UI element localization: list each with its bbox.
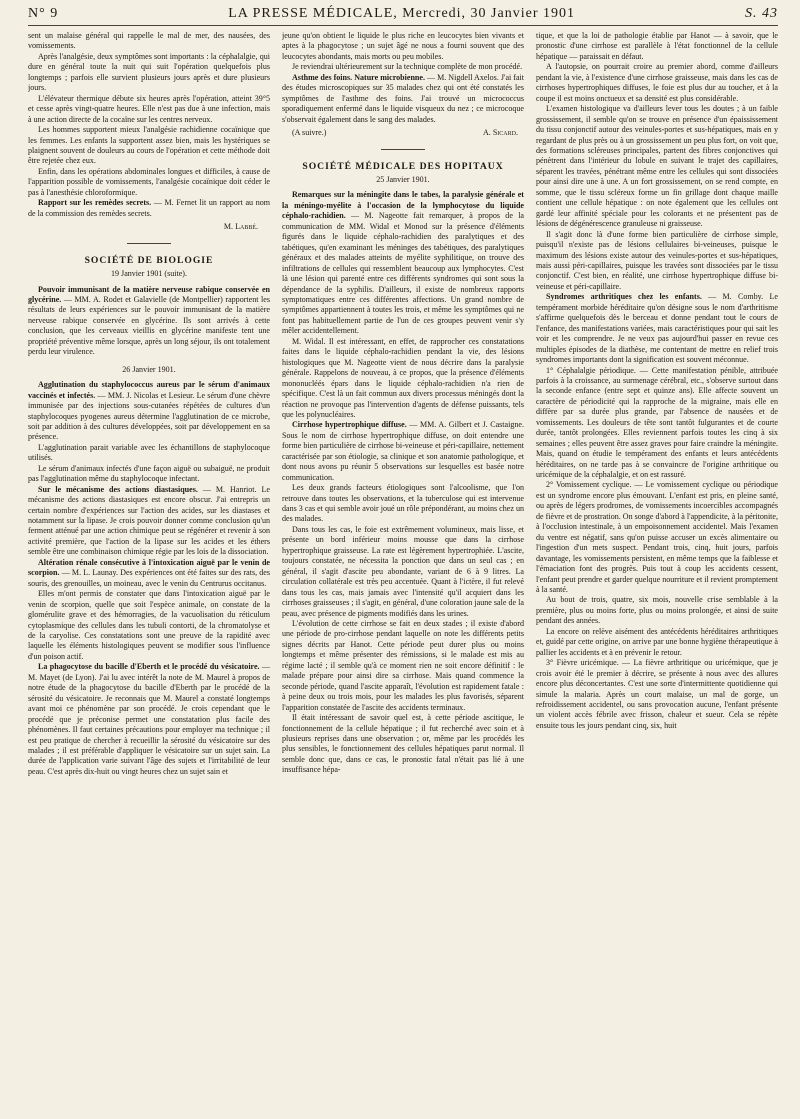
report-title: Remarques sur la méningite dans le tabes, la paralysie générale et la méningo-myélite à l'occasion de la lymphocytose du liquide céphalo-rachidien. — [282, 190, 524, 221]
paragraph: L'examen histologique va d'ailleurs lever tous les doutes ; à un faible grossissement, il semble qu'on se trouve en présence d'un épaississement du tissu conjonctif autour des veinules-portes et sus-hépatiques, mais en y regardant de plus près ou à un grossissement un peu plus fort, on voit que, des formations scléreuses principales, partent des fibres conjonctives qui pénètrent dans l'intérieur du lobule en suivant le trajet des capillaires, séparent les travées, pénétrant même entre les cellules qui sont dissociées pour ainsi dire une à une. A un fort grossissement, on se rend compte, en somme, que le tissu scléreux forme un fin grillage dont chaque maille contient une cellule hépatique : on note également que les cellules ont gardé leur affinité spéciale pour les colorants et ne présentent pas de lésions de dégénérescence granuleuse ni graisseuse. — [536, 104, 778, 229]
column-3 — [536, 31, 778, 1119]
paragraph: L'élévateur thermique débute six heures après l'opération, atteint 39°5 et cesse après vingt-quatre heures. Elle n'est pas due à une infection, mais à une action directe de la cocaïne sur les centres nerveux. — [28, 93, 270, 124]
paragraph: A l'autopsie, on pourrait croire au premier abord, comme d'ailleurs pendant la vie, à l'existence d'une cirrhose graisseuse, mais dans les cas de cirrhoses hypertrophiques diffuses, le foie est plus dur au toucher, et à la coupe il est moins onctueux et sa densité est plus considérable. — [536, 62, 778, 103]
paragraph: tique, et que la loi de pathologie établie par Hanot — à savoir, que le pronostic d'une cirrhose est parallèle à l'état fonctionnel de la cellule hépatique — paraissait en défaut. — [536, 31, 778, 61]
report-body: — MM. A. Gilbert et J. Castaigne. Sous le nom de cirrhose hypertrophique diffuse, on doit entendre une forme bien particulière de cirrhose bi-veineuse et péri-capillaire, nettement caractérisée par son étiologie, sa clinique et son anatomie pathologique, et dont nous avons pu réunir 5 observations sur lesquelles est basée notre communication. — [282, 420, 524, 482]
report-paragraph — [282, 420, 524, 483]
report-paragraph — [536, 292, 778, 365]
paragraph: L'agglutination parait variable avec les échantillons de staphylocoque utilisés. — [28, 442, 270, 463]
section-date: 25 Janvier 1901. — [376, 174, 430, 184]
signature: M. Labbé. — [223, 222, 258, 232]
report-title: Pouvoir immunisant de la matière nerveuse rabique conservée en glycérine. — [28, 284, 270, 304]
report-paragraph — [282, 190, 524, 336]
report-title: Asthme des foins. Nature microbienne. — [292, 72, 425, 82]
paragraph: Après l'analgésie, deux symptômes sont importants : la céphalalgie, qui dure en général toute la nuit qui suit l'opération quelquefois plus longtemps ; parfois elle survient plusieurs jours après et dure plusieurs jours. — [28, 51, 270, 93]
text-columns — [28, 31, 778, 1119]
report-paragraph — [282, 73, 524, 125]
issue-date: Mercredi, 30 Janvier 1901 — [402, 6, 575, 21]
journal-title: LA PRESSE MÉDICALE, — [228, 6, 398, 21]
report-body: — M. Nigdell Axelos. J'ai fait des études microscopiques sur 35 malades chez qui ont été constatés les symptômes de l'asthme des foins. J'ai trouvé un micrococcus sporadiquement enfermé dans le liquide visqueux du nez ; ce microcoque s'observait également dans le sang des malades. — [282, 72, 524, 124]
report-paragraph — [28, 485, 270, 558]
paragraph: Au bout de trois, quatre, six mois, nouvelle crise semblable à la première, plus ou moins forte, plus ou moins prolongée, et ainsi de suite pendant des années. — [536, 595, 778, 626]
report-body: — MM. A. Rodet et Galavielle (de Montpellier) rapportent les résultats de leurs expériences sur le pouvoir immunisant de la matière nerveuse rabique conservée en glycérine. Ils sont arrivés à cette conclusion, que les cerveaux vieillis en glycérine manifeste tent une propriété préventive même lorsque, après un long séjour, ils ont totalement perdu leur virulence. — [28, 294, 270, 357]
paragraph: sent un malaise général qui rappelle le mal de mer, des nausées, des vomissements. — [28, 31, 270, 51]
report-title: Sur le mécanisme des actions diastasiques. — [38, 484, 198, 494]
paragraph: Les hommes supportent mieux l'analgésie rachidienne cocaïnique que les femmes. Les enfants la supportent assez bien, mais les hystériques se plaignent souvent de douleurs au cours de l'opération et cette méthode doit être rejetée chez eux. — [28, 125, 270, 166]
paragraph: Les deux grands facteurs étiologiques sont l'alcoolisme, que l'on retrouve dans toutes les observations, et la tuberculose qui est intervenue dans 3 cas et qui semble avoir joué un rôle prépondérant, au moins chez un des malades. — [282, 483, 524, 524]
paragraph: L'évolution de cette cirrhose se fait en deux stades ; il existe d'abord une période de pro-cirrhose pendant laquelle on note les différents petits signes décrits par Hanot. Cette période peut durer plus ou moins longtemps et même présenter des rémissions, si le malade est mis au régime lacté ; il semble qu'à ce moment rien ne soit encore définitif : le malade prépare pour ainsi dire sa cirrhose. Mais quand commence la seconde période, quand l'ascite apparaît, l'évolution est rapidement fatale : à peine deux ou trois mois, pour les malades les plus favorisés, séparent l'apparition constatée de l'ascite des accidents terminaux. — [282, 619, 524, 712]
paragraph: M. Widal. Il est intéressant, en effet, de rapprocher ces constatations faites dans le liquide céphalo-rachidien pendant la vie, des lésions histologiques que M. Nageotte vient de nous décrire dans la paralysie générale. Rappelons de nouveau, à ce propos, que la présence d'éléments mononucléés épars dans le liquide céphalo-rachidien n'a rien de spécifique. C'est là un fait commun aux divers processus méningés dont la réaction ne provoque pas l'intervention d'agents de défense puissants, tels que les polynucléaires. — [282, 336, 524, 419]
paragraph: 2° Vomissement cyclique. — Le vomissement cyclique ou périodique est un syndrome encore plus émouvant. L'enfant est pris, en pleine santé, ou après de légers prodromes, de vomissements incoercibles accompagnés de fièvre et de prostration. On songe d'abord à l'appendicite, à la péritonite, à l'occlusion intestinale, à un empoisonnement accidentel. Mais l'examen du ventre est négatif, sans qu'on puisse accuser un excès alimentaire ou l'ingestion d'un mets suspect. Pendant trois, cinq, huit jours, parfois davantage, les vomissements persistent, en même temps que la faiblesse et l'émaciation font des progrès. Puis tout à coup les accidents cessent, l'enfant peut prendre et garder quelque nourriture et il revient promptement à la santé. — [536, 480, 778, 595]
session-date: 26 Janvier 1901. — [122, 364, 176, 374]
issue-number: N° 9 — [28, 6, 59, 21]
report-title: Agglutination du staphylococcus aureus par le sérum d'animaux vaccinés et infectés. — [28, 380, 270, 400]
paragraph: Dans tous les cas, le foie est extrêmement volumineux, mais lisse, et présente un bord inférieur moins mousse que dans la cirrhose hypertrophique graisseuse. La rate est légèrement hypertrophiée. L'ascite, toujours constatée, ne nécessita la ponction que dans un seul cas ; en général, il s'agit d'ascite peu abondante, variant de 6 à 9 litres. La circulation collatérale est très peu accentuée. Quant à l'ictère, il fut relevé dans tous les cas, mais jamais avec l'intensité qu'il acquiert dans les cirrhoses graisseuses ; il s'agit, en général, d'une coloration jaune sale de la peau, avec présence de pigments modifiés dans les urines. — [282, 524, 524, 618]
report-paragraph — [28, 558, 270, 589]
section-date: 19 Janvier 1901 (suite). — [111, 269, 187, 279]
paragraph: Il était intéressant de savoir quel est, à cette période ascitique, le fonctionnement de la cellule hépatique ; il fut recherché avec soin et à plusieurs reprises dans une observation ; or, même par les procédés les plus sensibles, le fonctionnement des cellules hépatiques parut normal. Il semble donc que, dans ce cas, le pronostic fatal n'était pas lié à une insuffisance hépa- — [282, 713, 524, 775]
paragraph: Je reviendrai ultérieurement sur la technique complète de mon procédé. — [292, 62, 523, 72]
page-number: S. 43 — [745, 6, 778, 21]
column-1 — [28, 31, 270, 1119]
report-body: — M. Hanriot. Le mécanisme des actions diastasiques est encore obscur. J'ai entrepris un certain nombre d'expériences sur l'action des acides, sur les diastases et notamment sur la lipase. Je crois pouvoir donner comme conclusion qu'un ferment atténué par une action chimique peut se régénérer et revenir à son activité première, que l'action de la lipase sur les acides et les éthers semble être une combinaison chimique régie par les lois de la dissociation. — [28, 484, 270, 557]
report-title: Rapport sur les remèdes secrets. — [38, 198, 152, 208]
paragraph: jeune qu'on obtient le liquide le plus riche en leucocytes bien vivants et aptes à la phagocytose ; un sujet âgé ne nous a fourni souvent que des leucocytes abondants, mais morts ou peu mobiles. — [282, 31, 524, 61]
paragraph: Le sérum d'animaux infectés d'une façon aiguë ou subaiguë, ne produit pas l'agglutination même du staphylocoque infectant. — [28, 463, 270, 484]
to-be-continued-note: (A suivre.) — [292, 128, 327, 138]
report-body: — M. Fernet lit un rapport au nom de la commission des remèdes secrets. — [28, 198, 270, 218]
section-heading: SOCIÉTÉ MÉDICALE DES HOPITAUX — [302, 160, 504, 172]
paragraph: 3° Fièvre uricémique. — La fièvre arthritique ou uricémique, que je crois avoir été le premier à décrire, se présente à nous avec des allures encore plus déconcertantes. C'est une sorte d'intermittente quotidienne qui simule la malaria. Après un court malaise, un mal de gorge, un refroidissement accidentel, ou sans provocation aucune, l'enfant présente un violent accès fébrile avec frisson, chaleur et sueur. Cela se répète ensuite tous les jours pendant cinq, six, huit — [536, 658, 778, 730]
section-heading: SOCIÉTÉ DE BIOLOGIE — [84, 254, 214, 266]
page-header — [28, 6, 778, 26]
paragraph: Elles m'ont permis de constater que dans l'intoxication aiguë par le venin de scorpion, quelle que soit l'espèce animale, on constate de la glomérulite grave et des hémorragies, de la vacuolisation du réticulum cytoplasmique des cellules dans les tubuli contorti, de la chromatolyse et de la caryolise. Ces constatations sont une preuve de la rapidité avec laquelle les éléments histologiques peuvent se modifier sous l'influence d'un poison actif. — [28, 589, 270, 661]
paragraph: Enfin, dans les opérations abdominales longues et difficiles, à cause de l'apparition possible de vomissements, l'analgésie cocaïnique doit céder le pas à l'anesthésie chloroformique. — [28, 166, 270, 197]
paragraph: 1° Céphalalgie périodique. — Cette manifestation pénible, attribuée parfois à la croissance, au surmenage cérébral, etc., s'observe surtout dans la seconde enfance (entre sept et quinze ans). Elle affecte souvent un caractère de périodicité qui la rapproche de la migraine, mais elle en diffère par sa durée plus grande, par l'absence de nausées et de vomissements. Les douleurs de tête sont tantôt fulgurantes et de courte durée, tantôt prolongées. Elles reviennent parfois toutes les cinq à six semaines ; elles peuvent être assez graves pour faire craindre la méningite. Mais, quand on étudie le tempérament des enfants et leurs antécédents héréditaires, on ne tarde pas à se convaincre de l'origine arthritique ou uricémique de la céphalalgie, et on est rassuré. — [536, 365, 778, 480]
signature: A. Sicard. — [483, 128, 518, 138]
report-title: La phagocytose du bacille d'Eberth et le procédé du vésicatoire. — [38, 662, 260, 672]
paragraph: Il s'agit donc là d'une forme bien particulière de cirrhose simple, puisqu'il n'existe pas de lésions cellulaires bi-veineuses, puisque le maximum des lésions existe autour des veinules-portes et sus-hépatiques, mais aussi péri-capillaires, puisque les travées sont dissociées par le tissu conjonctif. C'est bien, en réalité, une cirrhose hypertrophique diffuse bi-veineuse et péri-capillaire. — [536, 229, 778, 291]
report-title: Cirrhose hypertrophique diffuse. — [292, 420, 407, 430]
journal-title-and-date — [228, 6, 575, 22]
signature-line — [292, 128, 518, 138]
report-title: Altération rénale consécutive à l'intoxication aiguë par le venin de scorpion. — [28, 557, 270, 578]
report-body: — MM. J. Nicolas et Lesieur. Le sérum d'une chèvre immunisée par des injections sous-cutanées répétées de cultures d'un staphylocoques pyogenes aureus détermine l'agglutination de ce microbe, soit par addition à des cultures développées, soit par développement en sa présence. — [28, 390, 270, 442]
report-body: — M. L. Launay. Des expériences ont été faites sur des rats, des souris, des grenouilles, un moineau, avec le venin du Centrurus occitanus. — [28, 568, 270, 588]
report-paragraph — [28, 380, 270, 443]
report-paragraph — [28, 198, 270, 219]
report-title: Syndromes arthritiques chez les enfants. — [546, 292, 702, 302]
paragraph: La encore on relève aisément des antécédents héréditaires arthritiques et, guidé par cette origine, on arrive par une bonne hygiène thérapeutique à pallier les accidents et à en prévenir le retour. — [536, 626, 778, 657]
report-paragraph — [28, 662, 270, 777]
report-body: — M. Mayet (de Lyon). J'ai lu avec intérêt la note de M. Maurel à propos de notre étude de la phagocytose du bacille d'Eberth par le procédé de la sérosité du vésicatoire. Je reconnais que M. Maurel a constaté longtemps avant moi ce phénomène par son procédé. Je crois cependant que le procédé que je préconise permet une constatation plus facile des phénomènes. Il faut certaines précautions pour employer ma technique ; il est peu pratique de chercher à recueillir la sérosité du vésicatoire sur des malades ; il est préférable d'appliquer le vésicatoire sur un sujet sain. La durée de l'application varie suivant l'âge des sujets et l'irritabilité de leur peau. C'est après dix-huit ou vingt heures chez un sujet sain et — [28, 662, 270, 776]
column-2 — [282, 31, 524, 1119]
report-body: — M. Nageotte fait remarquer, à propos de la communication de MM. Widal et Monod sur la présence d'éléments figurés dans le liquide céphalo-rachidien des paralytiques et des tabétiques, qu'en examinant les méninges des tabétiques, des paralytiques généraux et des malades atteints de myélite syphilitique, on trouve des infiltrations de cellules qui ressemblent beaucoup aux lymphocytes. C'est là une lésion qui parenté entre ces différents syndromes qui sont sous la dépendance de la syphilis. D'ailleurs, il existe de nombreux rapports symptomatiques entre ces différentes affections. Un grand nombre de symptômes appartiennent à toutes les trois, et même les symptômes qui ne font pas habituellement partie de l'un de ces groupes peuvent venir s'y mêler accidentellement. — [282, 211, 524, 336]
report-paragraph — [28, 285, 270, 358]
section-divider — [127, 243, 171, 244]
section-divider — [381, 149, 425, 150]
report-body: — M. Comby. Le tempérament morbide héréditaire qu'on désigne sous le nom d'arthritisme s'affirme quelquefois dès le berceau et donne pendant tout le cours de l'enfance, des manifestations variées, mais caractéristiques pour qui sait les voir et les comprendre. Je ne veux pas aujourd'hui passer en revue ces multiples épisodes de la diathèse, me contentant de mettre en relief trois syndromes importants dont la signification est souvent méconnue. — [536, 292, 778, 365]
